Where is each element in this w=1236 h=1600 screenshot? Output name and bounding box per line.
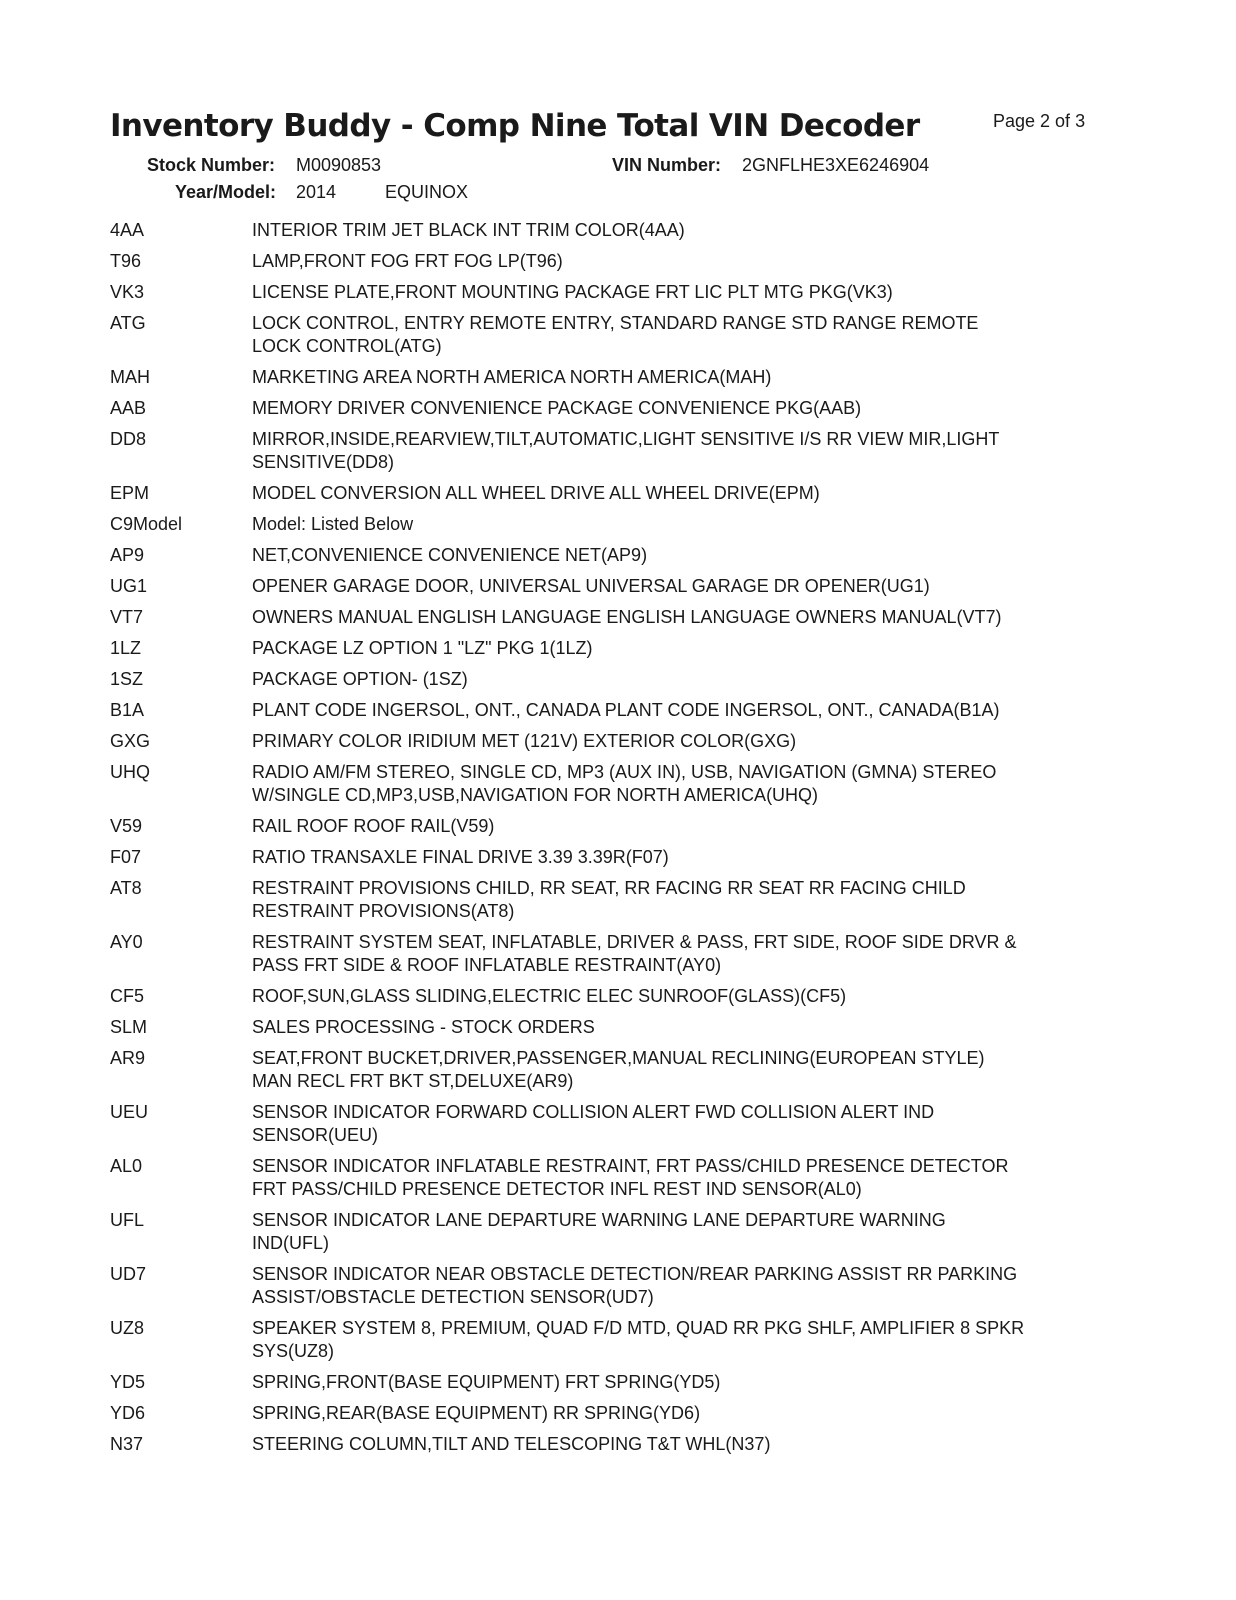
option-description-line: MAN RECL FRT BKT ST,DELUXE(AR9) — [252, 1071, 574, 1091]
option-description — [252, 544, 1112, 567]
option-code: 1LZ — [110, 638, 142, 658]
option-description-line: LAMP,FRONT FOG FRT FOG LP(T96) — [252, 251, 563, 271]
option-description-line: LOCK CONTROL, ENTRY REMOTE ENTRY, STANDARD RANGE STD RANGE REMOTE — [252, 313, 979, 333]
option-description-line: SENSOR INDICATOR INFLATABLE RESTRAINT, FRT PASS/CHILD PRESENCE DETECTOR — [252, 1156, 1009, 1176]
option-description — [252, 985, 1112, 1008]
page-number: Page 2 of 3 — [993, 111, 1086, 131]
option-code: VT7 — [110, 607, 144, 627]
option-description — [252, 1371, 1112, 1394]
option-code: YD6 — [110, 1403, 146, 1423]
option-code: ATG — [110, 313, 146, 333]
option-description-line: OPENER GARAGE DOOR, UNIVERSAL UNIVERSAL GARAGE DR OPENER(UG1) — [252, 576, 930, 596]
option-code: UFL — [110, 1210, 145, 1230]
option-code: N37 — [110, 1434, 144, 1454]
option-code: AAB — [110, 398, 147, 418]
option-code: DD8 — [110, 429, 147, 449]
option-description-line: MIRROR,INSIDE,REARVIEW,TILT,AUTOMATIC,LIGHT SENSITIVE I/S RR VIEW MIR,LIGHT — [252, 429, 1000, 449]
option-description — [252, 730, 1112, 753]
option-code: F07 — [110, 847, 142, 867]
option-code: SLM — [110, 1017, 148, 1037]
option-description-line: SENSOR(UEU) — [252, 1125, 379, 1145]
option-description-line: RESTRAINT PROVISIONS(AT8) — [252, 901, 515, 921]
option-description — [252, 428, 1112, 474]
option-description-line: SENSOR INDICATOR FORWARD COLLISION ALERT FWD COLLISION ALERT IND — [252, 1102, 935, 1122]
option-description-line: ROOF,SUN,GLASS SLIDING,ELECTRIC ELEC SUNROOF(GLASS)(CF5) — [252, 986, 847, 1006]
option-description-line: W/SINGLE CD,MP3,USB,NAVIGATION FOR NORTH AMERICA(UHQ) — [252, 785, 819, 805]
option-code: CF5 — [110, 986, 145, 1006]
option-description — [252, 219, 1112, 242]
option-description — [252, 513, 1112, 536]
model-name-value: EQUINOX — [385, 182, 469, 202]
option-description — [252, 397, 1112, 420]
option-code: AY0 — [110, 932, 143, 952]
option-description — [252, 877, 1112, 923]
option-description-line: IND(UFL) — [252, 1233, 329, 1253]
option-description-line: PASS FRT SIDE & ROOF INFLATABLE RESTRAINT(AY0) — [252, 955, 722, 975]
option-description — [252, 1402, 1112, 1425]
year-model-label: Year/Model: — [175, 182, 277, 202]
option-description-line: RADIO AM/FM STEREO, SINGLE CD, MP3 (AUX IN), USB, NAVIGATION (GMNA) STEREO — [252, 762, 997, 782]
option-description — [252, 668, 1112, 691]
option-code: 1SZ — [110, 669, 144, 689]
stock-number-value: M0090853 — [296, 155, 382, 175]
option-description — [252, 366, 1112, 389]
option-description-line: LOCK CONTROL(ATG) — [252, 336, 442, 356]
option-description — [252, 1317, 1112, 1363]
option-description-line: INTERIOR TRIM JET BLACK INT TRIM COLOR(4AA) — [252, 220, 685, 240]
option-description-line: PACKAGE LZ OPTION 1 "LZ" PKG 1(1LZ) — [252, 638, 593, 658]
option-code: GXG — [110, 731, 151, 751]
option-description — [252, 1016, 1112, 1039]
option-description-line: ASSIST/OBSTACLE DETECTION SENSOR(UD7) — [252, 1287, 654, 1307]
option-description-line: NET,CONVENIENCE CONVENIENCE NET(AP9) — [252, 545, 648, 565]
option-code: UEU — [110, 1102, 149, 1122]
option-code: T96 — [110, 251, 142, 271]
option-description-line: RESTRAINT SYSTEM SEAT, INFLATABLE, DRIVER & PASS, FRT SIDE, ROOF SIDE DRVR & — [252, 932, 1017, 952]
option-description-line: MARKETING AREA NORTH AMERICA NORTH AMERICA(MAH) — [252, 367, 772, 387]
option-description — [252, 761, 1112, 807]
option-description — [252, 1209, 1112, 1255]
document-title: Inventory Buddy - Comp Nine Total VIN Decoder — [110, 108, 920, 144]
option-code: V59 — [110, 816, 143, 836]
option-description-line: SENSITIVE(DD8) — [252, 452, 395, 472]
option-description-line: SENSOR INDICATOR LANE DEPARTURE WARNING LANE DEPARTURE WARNING — [252, 1210, 946, 1230]
option-code: B1A — [110, 700, 145, 720]
option-description-line: SPRING,FRONT(BASE EQUIPMENT) FRT SPRING(YD5) — [252, 1372, 721, 1392]
option-code: AT8 — [110, 878, 142, 898]
option-description-line: SEAT,FRONT BUCKET,DRIVER,PASSENGER,MANUAL RECLINING(EUROPEAN STYLE) — [252, 1048, 985, 1068]
option-code: VK3 — [110, 282, 145, 302]
option-description — [252, 575, 1112, 598]
vin-number-label: VIN Number: — [612, 155, 722, 175]
option-code: C9Model — [110, 514, 183, 534]
vin-number-value: 2GNFLHE3XE6246904 — [742, 155, 930, 175]
option-description-line: FRT PASS/CHILD PRESENCE DETECTOR INFL REST IND SENSOR(AL0) — [252, 1179, 862, 1199]
option-description-line: SPRING,REAR(BASE EQUIPMENT) RR SPRING(YD6) — [252, 1403, 701, 1423]
option-code: UHQ — [110, 762, 150, 782]
option-description-line: MODEL CONVERSION ALL WHEEL DRIVE ALL WHEEL DRIVE(EPM) — [252, 483, 820, 503]
option-description-line: SALES PROCESSING - STOCK ORDERS — [252, 1017, 595, 1037]
option-description — [252, 931, 1112, 977]
option-code: 4AA — [110, 220, 145, 240]
option-code: AR9 — [110, 1048, 146, 1068]
option-code: UZ8 — [110, 1318, 145, 1338]
option-description — [252, 250, 1112, 273]
option-description-line: PLANT CODE INGERSOL, ONT., CANADA PLANT CODE INGERSOL, ONT., CANADA(B1A) — [252, 700, 1000, 720]
option-description-line: OWNERS MANUAL ENGLISH LANGUAGE ENGLISH LANGUAGE OWNERS MANUAL(VT7) — [252, 607, 1002, 627]
option-description-line: STEERING COLUMN,TILT AND TELESCOPING T&T WHL(N37) — [252, 1434, 771, 1454]
option-description-line: LICENSE PLATE,FRONT MOUNTING PACKAGE FRT LIC PLT MTG PKG(VK3) — [252, 282, 893, 302]
option-description-line: SPEAKER SYSTEM 8, PREMIUM, QUAD F/D MTD, QUAD RR PKG SHLF, AMPLIFIER 8 SPKR — [252, 1318, 1025, 1338]
option-description — [252, 1047, 1112, 1093]
option-code: AL0 — [110, 1156, 143, 1176]
option-code: UG1 — [110, 576, 148, 596]
stock-number-label: Stock Number: — [147, 155, 276, 175]
option-description — [252, 312, 1112, 358]
option-description — [252, 1155, 1112, 1201]
option-code: MAH — [110, 367, 150, 387]
option-code: EPM — [110, 483, 150, 503]
option-description-line: RATIO TRANSAXLE FINAL DRIVE 3.39 3.39R(F07) — [252, 847, 669, 867]
option-description — [252, 1433, 1112, 1456]
model-year-value: 2014 — [296, 182, 337, 202]
option-description — [252, 699, 1112, 722]
option-description — [252, 281, 1112, 304]
option-code: YD5 — [110, 1372, 146, 1392]
option-code: AP9 — [110, 545, 145, 565]
option-description-line: PRIMARY COLOR IRIDIUM MET (121V) EXTERIOR COLOR(GXG) — [252, 731, 797, 751]
option-description — [252, 637, 1112, 660]
option-description-line: SYS(UZ8) — [252, 1341, 335, 1361]
option-description-line: Model: Listed Below — [252, 514, 414, 534]
option-description — [252, 606, 1112, 629]
option-description-line: RESTRAINT PROVISIONS CHILD, RR SEAT, RR FACING RR SEAT RR FACING CHILD — [252, 878, 966, 898]
option-description — [252, 482, 1112, 505]
option-description-line: PACKAGE OPTION- (1SZ) — [252, 669, 468, 689]
option-description-line: MEMORY DRIVER CONVENIENCE PACKAGE CONVENIENCE PKG(AAB) — [252, 398, 862, 418]
option-description — [252, 1263, 1112, 1309]
option-description — [252, 1101, 1112, 1147]
option-description-line: RAIL ROOF ROOF RAIL(V59) — [252, 816, 495, 836]
option-description-line: SENSOR INDICATOR NEAR OBSTACLE DETECTION/REAR PARKING ASSIST RR PARKING — [252, 1264, 1018, 1284]
option-description — [252, 846, 1112, 869]
option-code: UD7 — [110, 1264, 147, 1284]
option-description — [252, 815, 1112, 838]
